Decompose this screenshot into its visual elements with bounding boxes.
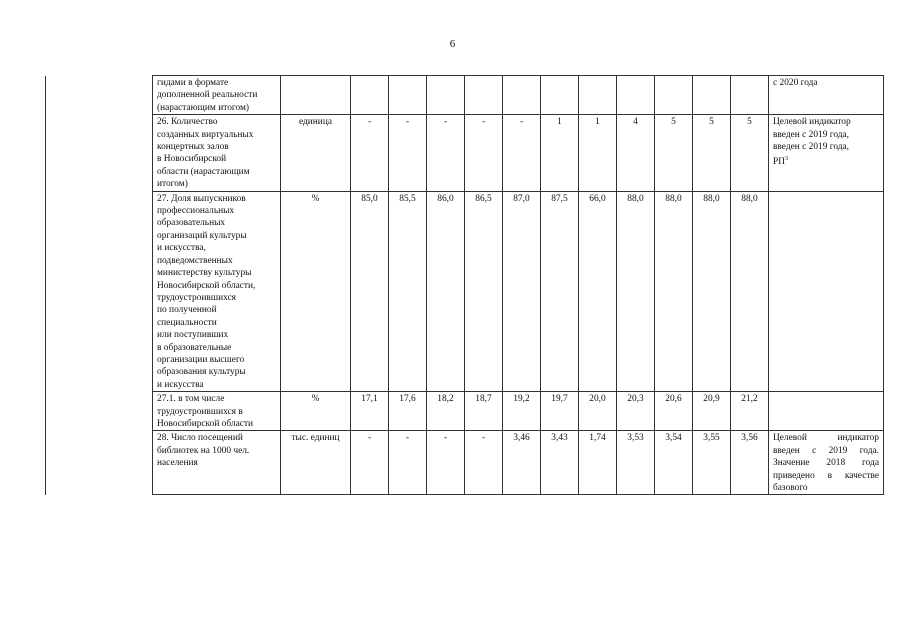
value-cell: - [351, 431, 389, 495]
value-cell: 5 [693, 115, 731, 191]
table-row [46, 76, 884, 115]
value-cell [541, 76, 579, 115]
value-cell: 20,0 [579, 392, 617, 431]
indicator-name: гидами в формате дополненной реальности (нарастающим итогом) [153, 76, 281, 115]
note-cell [769, 115, 884, 191]
value-cell: 5 [731, 115, 769, 191]
value-cell: 85,0 [351, 191, 389, 392]
value-cell: 19,2 [503, 392, 541, 431]
value-cell: 17,1 [351, 392, 389, 431]
table-row [46, 115, 884, 191]
blank-lead-cell [46, 431, 153, 495]
table-row [46, 392, 884, 431]
value-cell: 1,74 [579, 431, 617, 495]
value-cell: - [389, 115, 427, 191]
value-cell [579, 76, 617, 115]
blank-lead-cell [46, 76, 153, 115]
value-cell: 4 [617, 115, 655, 191]
value-cell: 86,5 [465, 191, 503, 392]
value-cell: 3,43 [541, 431, 579, 495]
value-cell: 18,2 [427, 392, 465, 431]
value-cell: - [427, 115, 465, 191]
note-text: Целевой индикатор введен с 2019 года, введен с 2019 года, РП [773, 117, 851, 168]
value-cell: 1 [579, 115, 617, 191]
unit-cell: единица [281, 115, 351, 191]
value-cell: 20,6 [655, 392, 693, 431]
value-cell: - [351, 115, 389, 191]
value-cell: - [427, 431, 465, 495]
value-cell: 66,0 [579, 191, 617, 392]
value-cell: 87,5 [541, 191, 579, 392]
unit-cell [281, 76, 351, 115]
value-cell [351, 76, 389, 115]
value-cell: 1 [541, 115, 579, 191]
value-cell: 5 [655, 115, 693, 191]
value-cell [427, 76, 465, 115]
value-cell [465, 76, 503, 115]
value-cell: 85,5 [389, 191, 427, 392]
page-number: 6 [449, 38, 456, 50]
value-cell: - [503, 115, 541, 191]
note-cell: с 2020 года [769, 76, 884, 115]
unit-cell: тыс. единиц [281, 431, 351, 495]
value-cell: 88,0 [655, 191, 693, 392]
unit-cell: % [281, 191, 351, 392]
value-cell: 88,0 [617, 191, 655, 392]
table-row [46, 431, 884, 495]
value-cell: 88,0 [731, 191, 769, 392]
value-cell: 20,9 [693, 392, 731, 431]
value-cell: 87,0 [503, 191, 541, 392]
value-cell: 20,3 [617, 392, 655, 431]
note-cell [769, 191, 884, 392]
value-cell: 19,7 [541, 392, 579, 431]
value-cell: 3,55 [693, 431, 731, 495]
indicators-table [45, 75, 884, 495]
indicator-name: 27. Доля выпускников профессиональных образовательных организаций культуры и искусства, подведомственных министерству культуры Новосибирской области, трудоустроившихся по полученной специальности или поступивших в образовательные организации высшего образования культуры и искусства [153, 191, 281, 392]
value-cell: 86,0 [427, 191, 465, 392]
indicator-name: 28. Число посещений библиотек на 1000 чел. населения [153, 431, 281, 495]
value-cell: 18,7 [465, 392, 503, 431]
value-cell [617, 76, 655, 115]
value-cell: - [465, 115, 503, 191]
value-cell: 88,0 [693, 191, 731, 392]
note-cell: Целевой индикатор введен с 2019 года. Значение 2018 года приведено в качестве базового [769, 431, 884, 495]
note-cell [769, 392, 884, 431]
unit-cell: % [281, 392, 351, 431]
indicator-name: 27.1. в том числе трудоустроившихся в Новосибирской области [153, 392, 281, 431]
value-cell [731, 76, 769, 115]
value-cell: 21,2 [731, 392, 769, 431]
indicator-name: 26. Количество созданных виртуальных концертных залов в Новосибирской области (нарастающим итогом) [153, 115, 281, 191]
value-cell [503, 76, 541, 115]
value-cell: 17,6 [389, 392, 427, 431]
footnote-marker: 3 [784, 156, 788, 163]
value-cell: 3,53 [617, 431, 655, 495]
value-cell: - [389, 431, 427, 495]
blank-lead-cell [46, 191, 153, 392]
blank-lead-cell [46, 392, 153, 431]
value-cell: - [465, 431, 503, 495]
value-cell: 3,56 [731, 431, 769, 495]
value-cell [693, 76, 731, 115]
blank-lead-cell [46, 115, 153, 191]
value-cell [655, 76, 693, 115]
value-cell: 3,46 [503, 431, 541, 495]
table-row [46, 191, 884, 392]
value-cell: 3,54 [655, 431, 693, 495]
value-cell [389, 76, 427, 115]
